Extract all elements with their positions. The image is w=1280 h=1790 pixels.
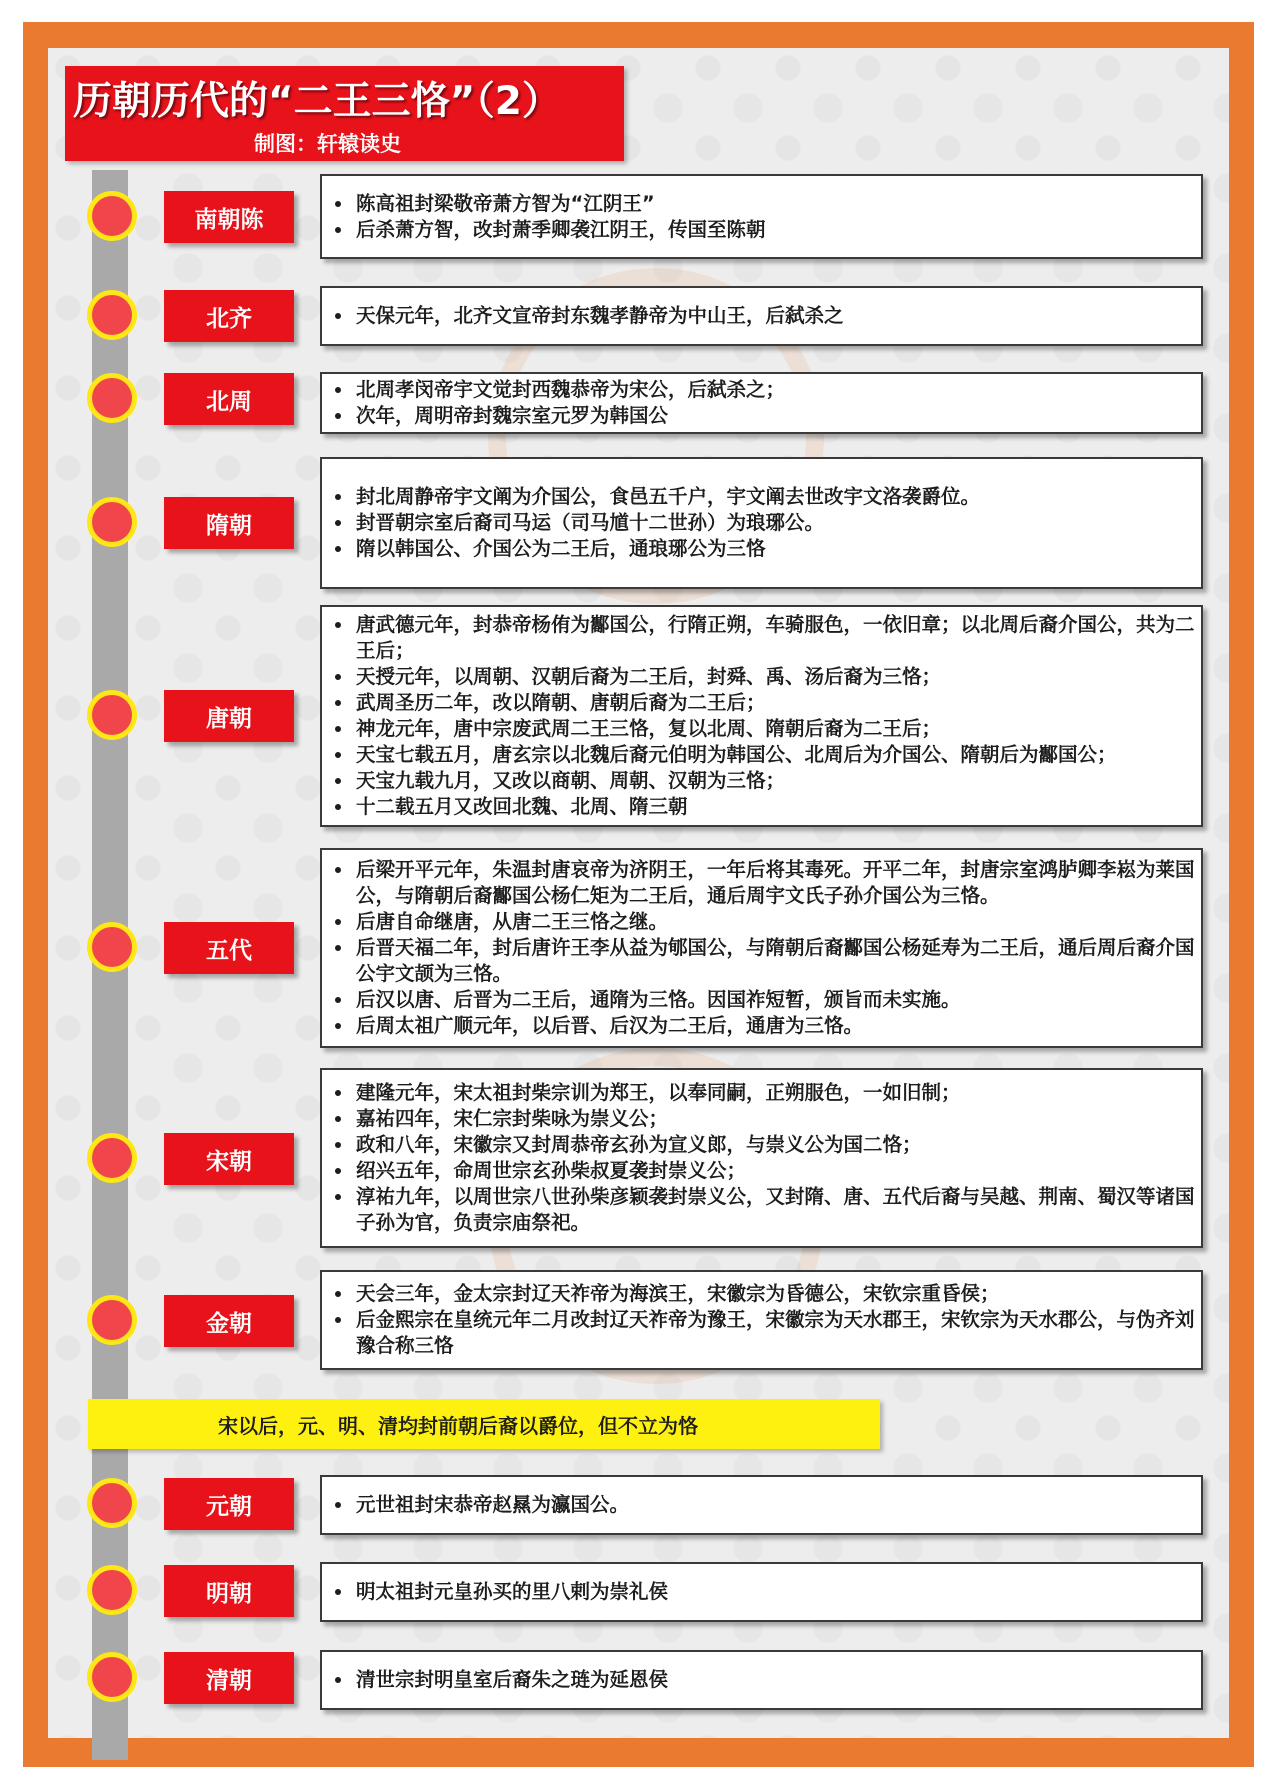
page-subtitle: 制图：轩辕读史 <box>254 132 401 156</box>
timeline-dot-7 <box>87 1295 137 1345</box>
event-item: • 后杀萧方智，改封萧季卿袭江阴王，传国至陈朝 <box>354 217 766 243</box>
event-box-2 <box>320 372 1203 434</box>
event-item: • 北周孝闵帝宇文觉封西魏恭帝为宋公，后弑杀之； <box>354 377 785 403</box>
page-title: 历朝历代的“二王三恪”（2） <box>73 79 561 124</box>
event-item: • 次年，周明帝封魏宗室元罗为韩国公 <box>354 403 785 429</box>
event-item: • 后汉以唐、后晋为二王后，通隋为三恪。因国祚短暂，颁旨而未实施。 <box>354 987 1201 1013</box>
event-item: • 建隆元年，宋太祖封柴宗训为郑王，以奉同嗣，正朔服色，一如旧制； <box>354 1080 1201 1106</box>
dynasty-label-7: 金朝 <box>164 1295 294 1347</box>
event-item: • 后唐自命继唐，从唐二王三恪之继。 <box>354 909 1201 935</box>
dynasty-label-9: 明朝 <box>164 1565 294 1617</box>
event-box-3 <box>320 457 1203 589</box>
title-banner <box>65 66 624 161</box>
event-item: • 绍兴五年，命周世宗玄孙柴叔夏袭封崇义公； <box>354 1158 1201 1184</box>
event-item: • 唐武德元年，封恭帝杨侑为酅国公，行隋正朔，车骑服色，一依旧章；以北周后裔介国公，共为二王后； <box>354 612 1201 664</box>
event-item: • 明太祖封元皇孙买的里八剌为崇礼侯 <box>354 1579 668 1605</box>
timeline-dot-9 <box>87 1565 137 1615</box>
event-item: • 陈高祖封梁敬帝萧方智为“江阴王” <box>354 191 766 217</box>
event-item: • 元世祖封宋恭帝赵㬎为瀛国公。 <box>354 1492 629 1518</box>
event-box-7 <box>320 1270 1203 1370</box>
event-box-5 <box>320 848 1203 1048</box>
dynasty-label-2: 北周 <box>164 373 294 425</box>
event-item: • 十二载五月又改回北魏、北周、隋三朝 <box>354 794 1201 820</box>
event-item: • 封北周静帝宇文阐为介国公，食邑五千户，宇文阐去世改宇文洛袭爵位。 <box>354 484 980 510</box>
event-item: • 天保元年，北齐文宣帝封东魏孝静帝为中山王，后弑杀之 <box>354 303 844 329</box>
timeline-dot-5 <box>87 922 137 972</box>
dynasty-label-4: 唐朝 <box>164 690 294 742</box>
timeline-dot-1 <box>87 290 137 340</box>
dynasty-label-8: 元朝 <box>164 1478 294 1530</box>
dynasty-label-5: 五代 <box>164 922 294 974</box>
dynasty-label-6: 宋朝 <box>164 1133 294 1185</box>
event-item: • 后梁开平元年，朱温封唐哀帝为济阴王，一年后将其毒死。开平二年，封唐宗室鸿胪卿李崧为莱国公，与隋朝后裔酅国公杨仁矩为二王后，通后周宇文氏子孙介国公为三恪。 <box>354 857 1201 909</box>
timeline-dot-8 <box>87 1478 137 1528</box>
event-item: • 后金熙宗在皇统元年二月改封辽天祚帝为豫王，宋徽宗为天水郡王，宋钦宗为天水郡公，与伪齐刘豫合称三恪 <box>354 1307 1201 1359</box>
event-box-1 <box>320 286 1203 346</box>
timeline-dot-6 <box>87 1133 137 1183</box>
event-box-9 <box>320 1562 1203 1622</box>
dynasty-label-10: 清朝 <box>164 1652 294 1704</box>
event-item: • 天宝九载九月，又改以商朝、周朝、汉朝为三恪； <box>354 768 1201 794</box>
event-item: • 后晋天福二年，封后唐许王李从益为郇国公，与隋朝后裔酅国公杨延寿为二王后，通后周后裔介国公宇文颉为三恪。 <box>354 935 1201 987</box>
event-item: • 政和八年，宋徽宗又封周恭帝玄孙为宣义郎，与崇义公为国二恪； <box>354 1132 1201 1158</box>
timeline-dot-10 <box>87 1652 137 1702</box>
event-item: • 淳祐九年，以周世宗八世孙柴彦颖袭封崇义公，又封隋、唐、五代后裔与吴越、荆南、蜀汉等诸国子孙为官，负责宗庙祭祀。 <box>354 1184 1201 1236</box>
event-item: • 天会三年，金太宗封辽天祚帝为海滨王，宋徽宗为昏德公，宋钦宗重昏侯； <box>354 1281 1201 1307</box>
event-item: • 武周圣历二年，改以隋朝、唐朝后裔为二王后； <box>354 690 1201 716</box>
event-item: • 天宝七载五月，唐玄宗以北魏后裔元伯明为韩国公、北周后为介国公、隋朝后为酅国公； <box>354 742 1201 768</box>
timeline-dot-0 <box>87 191 137 241</box>
event-item: • 后周太祖广顺元年，以后晋、后汉为二王后，通唐为三恪。 <box>354 1013 1201 1039</box>
event-item: • 清世宗封明皇室后裔朱之琏为延恩侯 <box>354 1667 668 1693</box>
event-box-4 <box>320 605 1203 827</box>
event-item: • 嘉祐四年，宋仁宗封柴咏为崇义公； <box>354 1106 1201 1132</box>
event-box-10 <box>320 1650 1203 1710</box>
timeline-dot-2 <box>87 373 137 423</box>
timeline-dot-4 <box>87 690 137 740</box>
event-item: • 天授元年，以周朝、汉朝后裔为二王后，封舜、禹、汤后裔为三恪； <box>354 664 1201 690</box>
event-box-8 <box>320 1475 1203 1535</box>
event-item: • 神龙元年，唐中宗废武周二王三恪，复以北周、隋朝后裔为二王后； <box>354 716 1201 742</box>
dynasty-label-3: 隋朝 <box>164 497 294 549</box>
dynasty-label-1: 北齐 <box>164 290 294 342</box>
timeline-dot-3 <box>87 497 137 547</box>
event-box-6 <box>320 1068 1203 1248</box>
event-item: • 封晋朝宗室后裔司马运（司马馗十二世孙）为琅琊公。 <box>354 510 980 536</box>
note-banner: 宋以后，元、明、清均封前朝后裔以爵位，但不立为恪 <box>88 1399 880 1449</box>
event-item: • 隋以韩国公、介国公为二王后，通琅琊公为三恪 <box>354 536 980 562</box>
dynasty-label-0: 南朝陈 <box>164 191 294 243</box>
event-box-0 <box>320 174 1203 259</box>
